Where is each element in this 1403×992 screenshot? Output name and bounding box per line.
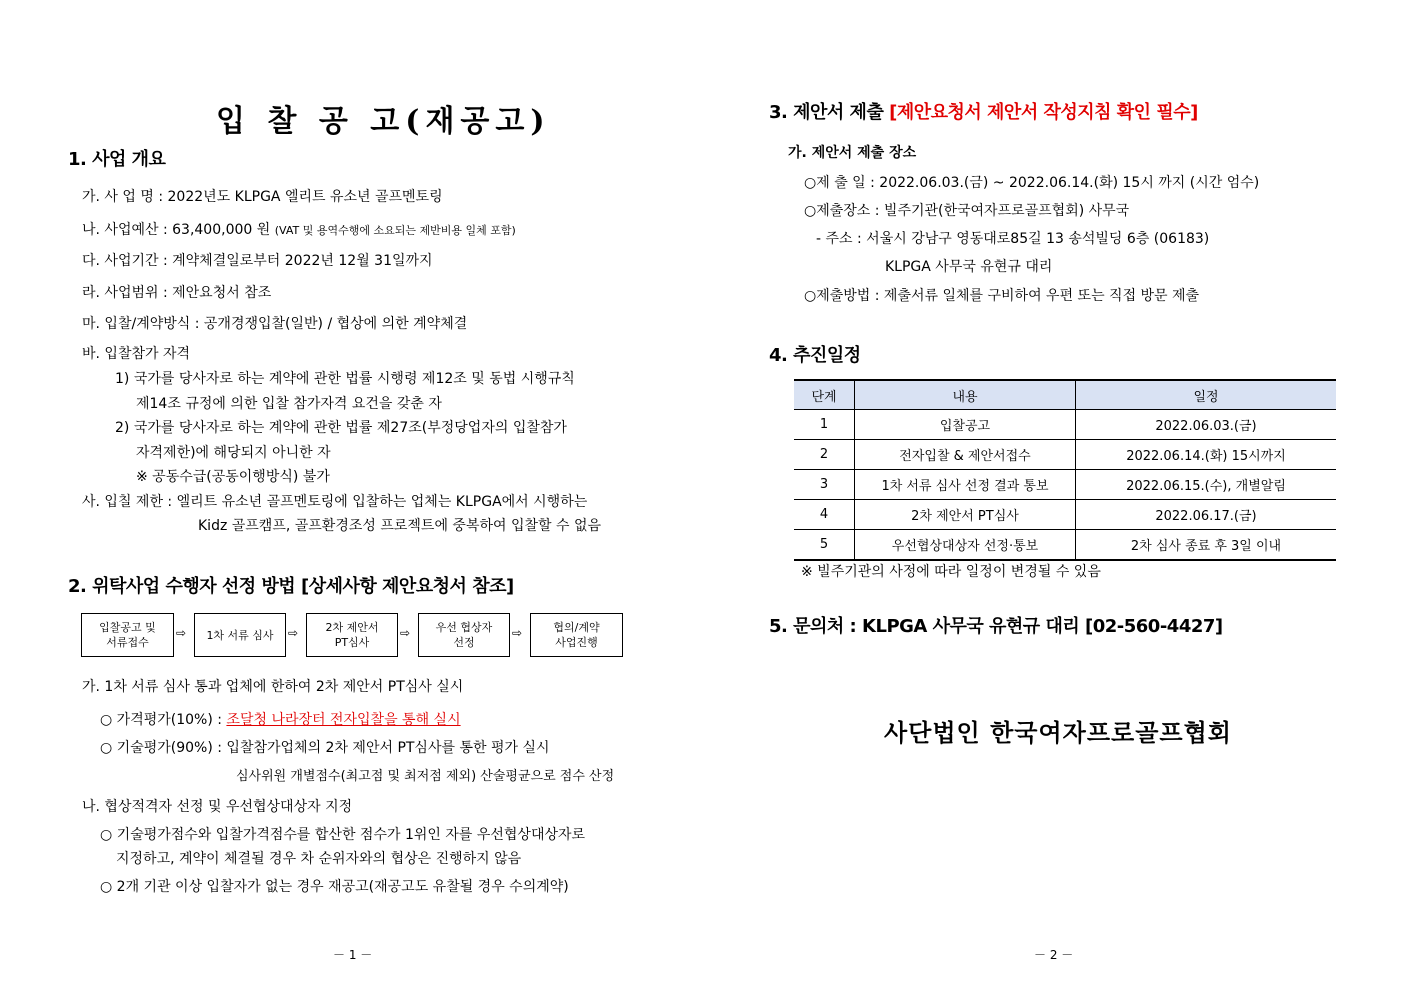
table-row: [794, 410, 1336, 440]
flow-step-1: [81, 613, 174, 657]
table-header-schedule: 일정: [1076, 380, 1337, 410]
project-period: 다. 사업기간 : 계약체결일로부터 2022년 12월 31일까지: [82, 253, 433, 269]
submission-contact: KLPGA 사무국 유현규 대리: [885, 259, 1053, 275]
table-cell: 4: [794, 500, 855, 530]
schedule-note: ※ 빌주기관의 사정에 따라 일정이 변경될 수 있음: [801, 564, 1101, 580]
section-4-heading: 4. 추진일정: [769, 345, 861, 366]
eligibility-2b: 자격제한)에 해당되지 아니한 자: [136, 445, 331, 461]
table-row: [794, 470, 1336, 500]
organization-name: 사단법인 한국여자프로골프협회: [884, 718, 1232, 747]
table-row: [794, 500, 1336, 530]
submission-method: ○제출방법 : 제출서류 일체를 구비하여 우편 또는 직접 방문 제출: [804, 288, 1200, 304]
table-cell: 2022.06.15.(수), 개별알림: [1076, 470, 1337, 500]
eligibility-1a: 1) 국가를 당사자로 하는 계약에 관한 법률 시행령 제12조 및 동법 시행규칙: [115, 371, 575, 387]
bid-method: 마. 입찰/계약방식 : 공개경쟁입찰(일반) / 협상에 의한 계약체결: [82, 316, 468, 332]
table-cell: 2022.06.03.(금): [1076, 410, 1337, 440]
flow-step-2: [194, 613, 286, 657]
submission-place: ○제출장소 : 빌주기관(한국여자프로골프협회) 사무국: [804, 203, 1130, 219]
table-cell: 1: [794, 410, 855, 440]
table-header-row: [794, 380, 1336, 410]
section-3-heading-prefix: 3. 제안서 제출: [769, 102, 890, 123]
flow-step-5: [530, 613, 623, 657]
tech-evaluation: ○ 기술평가(90%) : 입찰참가업체의 2차 제안서 PT심사를 통한 평가 실시: [100, 740, 550, 756]
submission-date: ○제 출 일 : 2022.06.03.(금) ~ 2022.06.14.(화) 15시 까지 (시간 엄수): [804, 175, 1260, 191]
page-2: [701, 0, 1401, 992]
selection-b-1a: ○ 기술평가점수와 입찰가격점수를 합산한 점수가 1위인 자를 우선협상대상자로: [100, 827, 586, 843]
flow-step-3-line2: PT심사: [334, 636, 370, 649]
flow-arrow-icon: ⇨: [176, 626, 187, 640]
table-cell: 2차 제안서 PT심사: [855, 500, 1076, 530]
flow-step-5-line1: 협의/계약: [553, 621, 600, 634]
section-2-heading: 2. 위탁사업 수행자 선정 방법 [상세사항 제안요청서 참조]: [68, 576, 514, 597]
table-cell: 3: [794, 470, 855, 500]
price-evaluation: [100, 709, 461, 729]
bid-restriction-b: Kidz 골프캠프, 골프환경조성 프로젝트에 중복하여 입찰할 수 없음: [198, 518, 602, 534]
budget-note: (VAT 및 용역수행에 소요되는 제반비용 일체 포함): [274, 224, 516, 237]
flow-step-3: [306, 613, 398, 657]
notice-title: 입 찰 공 고(재공고): [216, 104, 551, 139]
page-1: [0, 0, 700, 992]
submission-place-heading: 가. 제안서 제출 장소: [788, 145, 917, 161]
table-cell: 2022.06.17.(금): [1076, 500, 1337, 530]
flow-step-3-line1: 2차 제안서: [325, 621, 379, 634]
page-number: － 1 －: [333, 948, 373, 962]
selection-b-1b: 지정하고, 계약이 체결될 경우 차 순위자와의 협상은 진행하지 않음: [116, 851, 522, 867]
page-number: － 2 －: [1034, 948, 1074, 962]
flow-arrow-icon: ⇨: [512, 626, 523, 640]
flow-step-2-line1: 1차 서류 심사: [206, 628, 274, 642]
project-budget: [82, 219, 516, 239]
eligibility-1b: 제14조 규정에 의한 입찰 참가자격 요건을 갖춘 자: [136, 396, 442, 412]
table-row: [794, 530, 1336, 561]
tech-evaluation-sub: 심사위원 개별점수(최고점 및 최저점 제외) 산술평균으로 점수 산정: [236, 769, 615, 784]
flow-step-4: [418, 613, 510, 657]
table-cell: 입찰공고: [855, 410, 1076, 440]
table-row: [794, 440, 1336, 470]
flow-step-4-line2: 선정: [453, 636, 475, 649]
section-1-heading: 1. 사업 개요: [68, 149, 166, 170]
table-cell: 2: [794, 440, 855, 470]
selection-b: 나. 협상적격자 선정 및 우선협상대상자 지정: [82, 799, 353, 815]
project-scope: 라. 사업범위 : 제안요청서 참조: [82, 285, 272, 301]
selection-a: 가. 1차 서류 심사 통과 업체에 한하여 2차 제안서 PT심사 실시: [82, 679, 464, 695]
table-header-step: 단계: [794, 380, 855, 410]
project-name: 가. 사 업 명 : 2022년도 KLPGA 엘리트 유소년 골프멘토링: [82, 189, 443, 205]
section-3-heading: [769, 98, 1198, 124]
schedule-table: [794, 379, 1336, 561]
table-cell: 2022.06.14.(화) 15시까지: [1076, 440, 1337, 470]
flow-step-4-line1: 우선 협상자: [435, 621, 493, 634]
flow-arrow-icon: ⇨: [288, 626, 299, 640]
flow-step-1-line1: 입찰공고 및: [99, 621, 156, 634]
flow-step-1-line2: 서류접수: [106, 636, 149, 649]
table-header-content: 내용: [855, 380, 1076, 410]
eligibility-heading: 바. 입찰참가 자격: [82, 346, 191, 362]
table-cell: 우선협상대상자 선정·통보: [855, 530, 1076, 561]
submission-address: - 주소 : 서울시 강남구 영동대로85길 13 송석빌딩 6층 (06183): [816, 231, 1210, 247]
eligibility-note: ※ 공동수급(공동이행방식) 불가: [136, 469, 330, 485]
section-5-heading: 5. 문의처 : KLPGA 사무국 유현규 대리 [02-560-4427]: [769, 616, 1223, 637]
flow-step-5-line2: 사업진행: [555, 636, 598, 649]
table-cell: 전자입찰 & 제안서접수: [855, 440, 1076, 470]
price-evaluation-value: 조달청 나라장터 전자입찰을 통해 실시: [226, 712, 461, 728]
section-3-heading-red: [제안요청서 제안서 작성지침 확인 필수]: [889, 102, 1198, 123]
price-evaluation-label: ○ 가격평가(10%) :: [100, 712, 227, 728]
flow-arrow-icon: ⇨: [400, 626, 411, 640]
selection-b-2: ○ 2개 기관 이상 입찰자가 없는 경우 재공고(재공고도 유찰될 경우 수의계약): [100, 879, 569, 895]
bid-restriction-a: 사. 입칠 제한 : 엘리트 유소년 골프멘토링에 입찰하는 업체는 KLPGA에서 시행하는: [82, 494, 588, 510]
table-cell: 5: [794, 530, 855, 561]
table-cell: 2차 심사 종료 후 3일 이내: [1076, 530, 1337, 561]
table-cell: 1차 서류 심사 선정 결과 통보: [855, 470, 1076, 500]
budget-text: 나. 사업예산 : 63,400,000 원: [82, 222, 271, 238]
eligibility-2a: 2) 국가를 당사자로 하는 계약에 관한 법률 제27조(부정당업자의 입찰참가: [115, 420, 567, 436]
